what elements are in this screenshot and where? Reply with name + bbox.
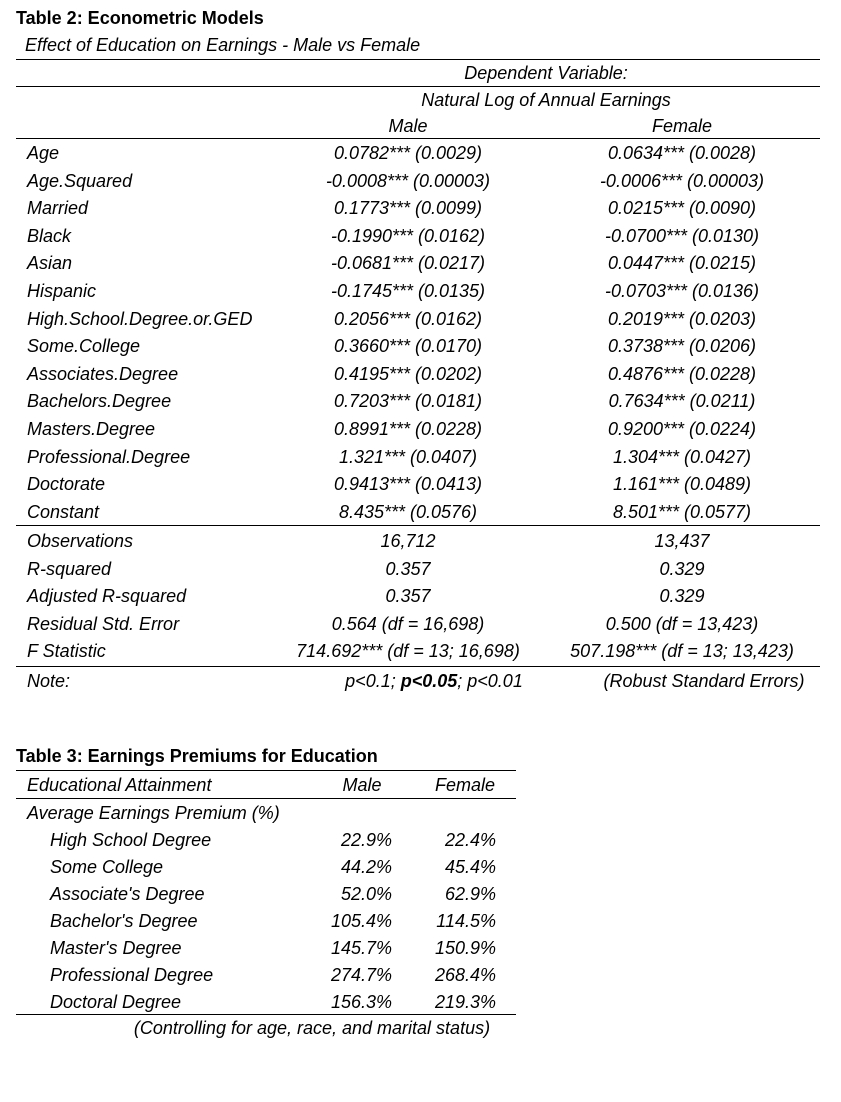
variable-label: Age.Squared: [27, 170, 133, 191]
female-coefficient: -0.0703*** (0.0136): [604, 281, 760, 301]
variable-label: Asian: [27, 253, 73, 274]
male-coefficient: 0.8991*** (0.0228): [333, 419, 483, 439]
table2-dep-rule: [16, 86, 820, 87]
stat-label: F Statistic: [27, 641, 106, 662]
table2-subtitle: Effect of Education on Earnings - Male vs Female: [25, 35, 421, 55]
table3-bottom-rule: [16, 1014, 516, 1015]
female-premium: 268.4%: [434, 965, 496, 985]
table3-top-rule: [16, 770, 516, 771]
male-premium: 274.7%: [330, 965, 392, 985]
table3-col-female: Female: [434, 775, 496, 795]
female-coefficient: 0.0215*** (0.0090): [607, 198, 757, 219]
stat-label: Adjusted R-squared: [27, 586, 187, 607]
stat-label: Observations: [27, 531, 134, 551]
attainment-label: Bachelor's Degree: [50, 911, 198, 931]
male-coefficient: 0.2056*** (0.0162): [333, 308, 483, 329]
male-premium: 22.9%: [340, 830, 392, 850]
male-coefficient: 0.9413*** (0.0413): [333, 474, 483, 495]
female-stat: 0.329: [659, 558, 705, 579]
male-stat: 0.357: [385, 558, 431, 579]
female-coefficient: 0.3738*** (0.0206): [607, 336, 757, 357]
variable-label: Constant: [27, 501, 100, 522]
stat-label: Residual Std. Error: [27, 613, 180, 634]
table3-col-label: Educational Attainment: [27, 775, 212, 795]
female-premium: 219.3%: [434, 992, 496, 1012]
variable-label: High.School.Degree.or.GED: [27, 308, 253, 329]
table2-note-label: Note:: [27, 671, 71, 691]
table3-footnote: (Controlling for age, race, and marital status): [133, 1018, 491, 1038]
female-coefficient: 0.2019*** (0.0203): [607, 308, 757, 329]
dep-var-label: Dependent Variable:: [464, 63, 628, 83]
table2-stats-rule: [16, 666, 820, 667]
male-coefficient: 0.7203*** (0.0181): [333, 391, 483, 412]
male-coefficient: 1.321*** (0.0407): [338, 446, 478, 467]
female-coefficient: 0.0634*** (0.0028): [607, 143, 757, 163]
female-premium: 114.5%: [436, 911, 496, 931]
stat-label: R-squared: [27, 558, 112, 579]
table2-title: Table 2: Econometric Models: [16, 8, 264, 28]
male-stat: 714.692*** (df = 13; 16,698): [296, 641, 520, 662]
female-coefficient: -0.0700*** (0.0130): [604, 225, 760, 246]
table2-body-rule: [16, 525, 820, 526]
female-premium: 45.4%: [444, 857, 496, 877]
female-stat: 13,437: [654, 531, 710, 551]
table3-section-label: Average Earnings Premium (%): [27, 803, 280, 823]
table3-title: Table 3: Earnings Premiums for Education: [16, 746, 378, 766]
table2-col-male: Male: [388, 116, 428, 136]
female-stat: 507.198*** (df = 13; 13,423): [570, 641, 794, 662]
variable-label: Some.College: [27, 336, 141, 357]
male-coefficient: -0.0681*** (0.0217): [330, 253, 486, 274]
female-coefficient: 0.9200*** (0.0224): [607, 419, 757, 439]
attainment-label: Associate's Degree: [50, 884, 205, 904]
male-coefficient: 0.0782*** (0.0029): [333, 143, 483, 163]
male-stat: 0.357: [385, 586, 431, 607]
female-premium: 22.4%: [444, 830, 496, 850]
table3-header-rule: [16, 798, 516, 799]
female-coefficient: 0.0447*** (0.0215): [607, 253, 757, 274]
table3-col-male: Male: [342, 775, 382, 795]
table2-note-significance: [345, 670, 523, 692]
attainment-label: High School Degree: [50, 830, 212, 850]
variable-label: Married: [27, 198, 89, 219]
table2-top-rule: [16, 59, 820, 60]
male-coefficient: 0.3660*** (0.0170): [333, 336, 483, 357]
note-p3: ; p<0.01: [457, 671, 523, 691]
male-premium: 105.4%: [330, 911, 392, 931]
attainment-label: Master's Degree: [50, 938, 182, 958]
female-coefficient: 1.304*** (0.0427): [612, 446, 752, 467]
male-premium: 145.7%: [330, 938, 392, 958]
male-coefficient: -0.1745*** (0.0135): [330, 281, 486, 301]
variable-label: Age: [27, 143, 60, 163]
male-coefficient: -0.1990*** (0.0162): [330, 225, 486, 246]
attainment-label: Some College: [50, 857, 164, 877]
female-premium: 62.9%: [444, 884, 496, 904]
male-premium: 156.3%: [330, 992, 392, 1012]
female-stat: 0.500 (df = 13,423): [605, 613, 759, 634]
attainment-label: Professional Degree: [50, 965, 214, 985]
attainment-label: Doctoral Degree: [50, 992, 182, 1012]
male-coefficient: 0.4195*** (0.0202): [333, 363, 483, 384]
male-premium: 44.2%: [340, 857, 392, 877]
female-coefficient: 8.501*** (0.0577): [612, 501, 752, 522]
table2-header-rule: [16, 138, 820, 139]
dep-var-name: Natural Log of Annual Earnings: [421, 90, 671, 110]
variable-label: Hispanic: [27, 281, 97, 301]
variable-label: Black: [27, 225, 72, 246]
female-stat: 0.329: [659, 586, 705, 607]
female-coefficient: 0.7634*** (0.0211): [608, 391, 756, 412]
note-p2: p<0.05: [400, 671, 458, 691]
variable-label: Associates.Degree: [27, 363, 179, 384]
table2-note-right: (Robust Standard Errors): [603, 671, 805, 691]
variable-label: Doctorate: [27, 474, 106, 495]
note-p1: p<0.1;: [345, 671, 401, 691]
male-stat: 16,712: [380, 531, 436, 551]
male-stat: 0.564 (df = 16,698): [331, 613, 485, 634]
variable-label: Bachelors.Degree: [27, 391, 172, 412]
male-premium: 52.0%: [340, 884, 392, 904]
female-coefficient: 0.4876*** (0.0228): [607, 363, 757, 384]
male-coefficient: 0.1773*** (0.0099): [333, 198, 483, 219]
female-coefficient: 1.161*** (0.0489): [612, 474, 752, 495]
female-coefficient: -0.0006*** (0.00003): [599, 170, 765, 191]
variable-label: Professional.Degree: [27, 446, 191, 467]
female-premium: 150.9%: [434, 938, 496, 958]
variable-label: Masters.Degree: [27, 419, 156, 439]
table2-col-female: Female: [651, 116, 713, 136]
male-coefficient: 8.435*** (0.0576): [338, 501, 478, 522]
male-coefficient: -0.0008*** (0.00003): [325, 170, 491, 191]
